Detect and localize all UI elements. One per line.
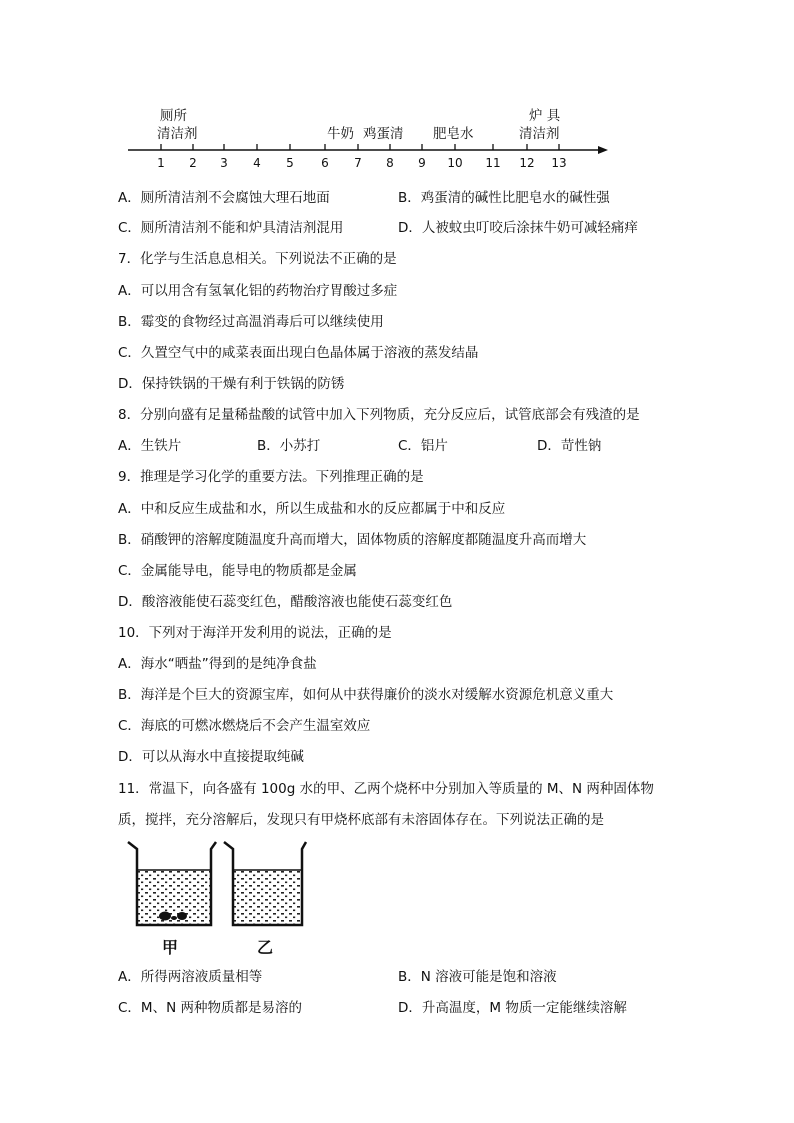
ph-scale-figure	[0, 0, 794, 180]
q6-option-c: C．厕所清洁剂不能和炉具清洁剂混用	[118, 220, 344, 236]
q7-stem: 7．化学与生活息息相关。下列说法不正确的是	[118, 251, 397, 267]
label-toilet-line1: 厕所	[160, 108, 187, 124]
tick-label: 9	[418, 156, 426, 170]
beaker-label-yi: 乙	[257, 938, 274, 957]
q9-option-c: C．金属能导电，能导电的物质都是金属	[118, 563, 357, 579]
q10-option-c: C．海底的可燃冰燃烧后不会产生温室效应	[118, 718, 371, 734]
q8-stem: 8．分别向盛有足量稀盐酸的试管中加入下列物质，充分反应后，试管底部会有残渣的是	[118, 407, 640, 423]
q11-stem-line1: 11．常温下，向各盛有 100g 水的甲、乙两个烧杯中分别加入等质量的 M、N 两种固体物	[118, 781, 654, 797]
q11-option-a: A．所得两溶液质量相等	[118, 969, 263, 985]
tick-label: 5	[286, 156, 294, 170]
q10-option-d: D．可以从海水中直接提取纯碱	[118, 749, 304, 765]
tick-label: 1	[157, 156, 165, 170]
label-soap-water: 肥皂水	[433, 126, 474, 142]
ph-number-line	[128, 146, 608, 154]
q10-option-b: B．海洋是个巨大的资源宝库，如何从中获得廉价的淡水对缓解水资源危机意义重大	[118, 687, 614, 703]
q6-option-a: A．厕所清洁剂不会腐蚀大理石地面	[118, 190, 330, 206]
tick-label: 10	[447, 156, 463, 170]
ph-ticks	[157, 144, 566, 170]
q9-stem: 9．推理是学习化学的重要方法。下列推理正确的是	[118, 469, 424, 485]
q8-option-a: A．生铁片	[118, 438, 182, 454]
q7-option-c: C．久置空气中的咸菜表面出现白色晶体属于溶液的蒸发结晶	[118, 345, 479, 361]
tick-label: 7	[354, 156, 362, 170]
tick-label: 3	[220, 156, 228, 170]
q8-option-b: B．小苏打	[257, 438, 321, 454]
q8-option-d: D．苛性钠	[537, 438, 602, 454]
q7-option-b: B．霉变的食物经过高温消毒后可以继续使用	[118, 314, 384, 330]
q8-option-c: C．铝片	[398, 438, 448, 454]
tick-label: 4	[253, 156, 261, 170]
q10-stem: 10．下列对于海洋开发利用的说法，正确的是	[118, 625, 392, 641]
q6-option-d: D．人被蚊虫叮咬后涂抹牛奶可减轻痛痒	[398, 220, 638, 236]
label-stove-line2: 清洁剂	[519, 126, 560, 142]
tick-label: 8	[386, 156, 394, 170]
q11-option-c: C．M、N 两种物质都是易溶的	[118, 1000, 302, 1016]
q11-option-d: D．升高温度，M 物质一定能继续溶解	[398, 1000, 627, 1016]
q9-option-b: B．硝酸钾的溶解度随温度升高而增大，固体物质的溶解度都随温度升高而增大	[118, 532, 587, 548]
tick-label: 2	[189, 156, 197, 170]
q7-option-a: A．可以用含有氢氧化铝的药物治疗胃酸过多症	[118, 283, 398, 299]
label-toilet-line2: 清洁剂	[157, 126, 198, 142]
q7-option-d: D．保持铁锅的干燥有利于铁锅的防锈	[118, 376, 345, 392]
beaker-yi	[224, 842, 306, 925]
label-stove-line1: 炉 具	[529, 108, 561, 124]
beakers-figure	[0, 835, 794, 970]
arrow-head-icon	[598, 146, 608, 154]
q10-option-a: A．海水“晒盐”得到的是纯净食盐	[118, 656, 317, 672]
tick-label: 6	[321, 156, 329, 170]
q9-option-d: D．酸溶液能使石蕊变红色，醋酸溶液也能使石蕊变红色	[118, 594, 453, 610]
tick-label: 12	[519, 156, 535, 170]
q6-option-b: B．鸡蛋清的碱性比肥皂水的碱性强	[398, 190, 610, 206]
tick-label: 11	[485, 156, 501, 170]
beaker-label-jia: 甲	[162, 938, 179, 957]
q11-stem-line2: 质，搅拌，充分溶解后，发现只有甲烧杯底部有未溶固体存在。下列说法正确的是	[118, 812, 604, 828]
label-egg-white: 鸡蛋清	[363, 126, 404, 142]
label-milk: 牛奶	[327, 126, 354, 142]
beaker-jia	[128, 842, 216, 925]
q9-option-a: A．中和反应生成盐和水，所以生成盐和水的反应都属于中和反应	[118, 501, 506, 517]
q11-option-b: B．N 溶液可能是饱和溶液	[398, 969, 557, 985]
tick-label: 13	[551, 156, 567, 170]
